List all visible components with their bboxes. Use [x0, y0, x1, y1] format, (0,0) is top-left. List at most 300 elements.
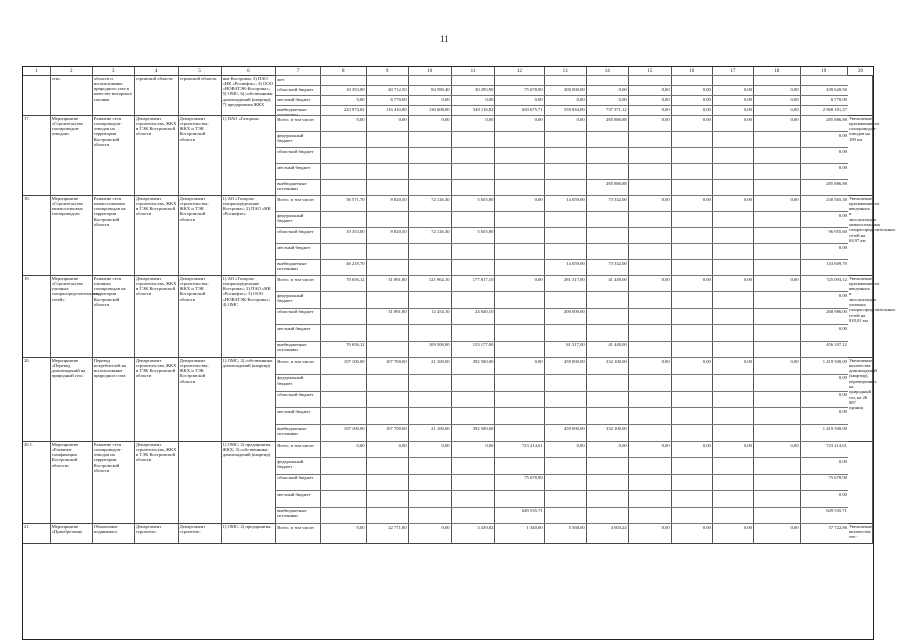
- header-cell: 16: [672, 67, 713, 75]
- funding-source-row: [276, 211, 848, 228]
- amount-cell: [754, 164, 801, 180]
- amount-cell: [321, 408, 367, 425]
- amount-cell: [713, 392, 754, 409]
- activity-name: Мероприятие «Перевод домовладений на природный газ»: [51, 357, 93, 441]
- amount-cell: [587, 132, 629, 148]
- amount-cell: 0,00: [754, 86, 801, 96]
- amount-cell: 0,00: [545, 442, 587, 458]
- funding-source-row: [276, 474, 848, 491]
- amount-cell: [672, 425, 713, 442]
- amount-cell: [452, 475, 496, 491]
- executor: Департамент строительства, ЖКХ и ТЭК Костромской области: [179, 275, 222, 357]
- amount-cell: 200 000,00: [545, 309, 587, 325]
- amount-cell: [367, 164, 409, 180]
- amount-cell: [495, 342, 544, 358]
- amount-cell: 0,00: [838, 212, 847, 218]
- amount-cell: 0,00: [672, 86, 713, 96]
- amount-cell: [321, 148, 367, 164]
- amount-cell: 107 700,00: [367, 358, 409, 375]
- amount-cell: 0,00: [409, 442, 452, 458]
- amount-cell: [452, 508, 496, 524]
- amount-cell: 650 675,71: [495, 106, 544, 116]
- amount-cell: [409, 244, 452, 260]
- amount-cell: [672, 408, 713, 425]
- amount-cell: 0,00: [754, 276, 801, 292]
- amount-cell: 75 678,90: [495, 475, 544, 491]
- amount-cell: [495, 292, 544, 308]
- header-cell: 20: [857, 68, 863, 74]
- amount-cell: 0,00: [754, 116, 801, 132]
- amount-cell: [545, 180, 587, 196]
- amount-cell: [754, 292, 801, 308]
- amount-cell: [672, 458, 713, 474]
- amount-cell: [587, 292, 629, 308]
- row-number: [23, 75, 51, 115]
- amount-cell: 0,00: [452, 96, 496, 106]
- amount-cell: [321, 458, 367, 474]
- amount-cell: 0,00: [838, 148, 847, 154]
- header-cell: 13: [545, 67, 587, 75]
- amount-cell: 3 439,82: [452, 524, 496, 544]
- amount-cell: 41 449,00: [587, 342, 629, 358]
- row-number: 17.: [23, 115, 51, 195]
- amount-cell: 24 640,10: [452, 309, 496, 325]
- amount-cell: [409, 260, 452, 276]
- funding-source: федеральный бюджет: [276, 458, 321, 474]
- participants: 1) ОМС; 2) собственники домовладений (квартир): [222, 357, 277, 441]
- amount-cell: [495, 375, 544, 392]
- amount-cell: 0,00: [629, 442, 672, 458]
- funding-source-row: [276, 507, 848, 524]
- amount-cell: 21 100,00: [409, 358, 452, 375]
- amount-cell: [452, 180, 496, 196]
- amount-cell: [495, 491, 544, 507]
- amount-cell: 6 770,00: [830, 96, 847, 102]
- amount-cell: [754, 342, 801, 358]
- amount-cell: [367, 408, 409, 425]
- funding-source-row: [276, 115, 848, 132]
- amount-cell: 0,00: [838, 458, 847, 464]
- amount-cell: 281 317,00: [545, 276, 587, 292]
- amount-cell: [629, 375, 672, 392]
- amount-cell: [452, 292, 496, 308]
- amount-cell: 0,00: [321, 116, 367, 132]
- amount-cell: [672, 342, 713, 358]
- amount-cell: [672, 260, 713, 276]
- amount-cell: 5 568,00: [545, 524, 587, 544]
- amount-cell: [587, 228, 629, 244]
- amount-cell: [629, 244, 672, 260]
- executor: Департамент строительства, ЖКХ и ТЭК Костромской области: [179, 357, 222, 441]
- funding-source: местный бюджет: [276, 325, 321, 341]
- amount-cell: [713, 260, 754, 276]
- amount-cell: 8 820,50: [367, 196, 409, 212]
- amount-cell: [321, 475, 367, 491]
- funding-source-row: [276, 490, 848, 507]
- amount-cell: 107 100,00: [321, 425, 367, 442]
- amount-cell: [754, 491, 801, 507]
- header-cell: 8: [321, 67, 367, 75]
- header-cell: 14: [587, 67, 629, 75]
- amount-cell: 70 656,12: [321, 342, 367, 358]
- funding-source: местный бюджет: [276, 96, 321, 106]
- amount-cell: 37 722,86: [828, 524, 847, 530]
- amount-cell: [452, 491, 496, 507]
- amount-cell: [495, 212, 544, 228]
- header-cell: 1: [23, 67, 51, 75]
- amount-cell: [754, 148, 801, 164]
- amount-cell: [452, 132, 496, 148]
- header-cell: 19: [801, 67, 848, 75]
- amount-cell: 22 771,80: [367, 524, 409, 544]
- amount-cell: 46 218,70: [321, 260, 367, 276]
- amount-cell: [754, 475, 801, 491]
- amount-cell: 0,00: [754, 358, 801, 375]
- expected-result: Увеличение количества домовладений (квартир), переведенных на природный газ, на 26 067 единиц: [848, 357, 873, 441]
- funding-source: Всего, в том числе:: [276, 442, 321, 458]
- funding-source: внебюджетные источники: [276, 508, 321, 524]
- table-row: [23, 523, 873, 544]
- amount-cell: [629, 228, 672, 244]
- amount-cell: [321, 491, 367, 507]
- amount-cell: [409, 408, 452, 425]
- amount-cell: 332 100,00: [587, 425, 629, 442]
- expected-result: Увеличение протяженности газопроводов-отводов на 109 км: [848, 115, 873, 195]
- amount-cell: 723 214,61: [495, 442, 544, 458]
- amount-cell: [672, 180, 713, 196]
- funding-source: внебюджетные источники: [276, 342, 321, 358]
- amount-cell: [495, 408, 544, 425]
- table-row: [23, 441, 873, 524]
- amount-cell: [409, 508, 452, 524]
- amount-cell: [754, 458, 801, 474]
- amount-cell: [587, 508, 629, 524]
- amount-cell: [545, 375, 587, 392]
- table-row: [23, 115, 879, 196]
- amount-cell: 0,00: [629, 96, 672, 106]
- amount-cell: [495, 180, 544, 196]
- amount-cell: [321, 375, 367, 392]
- amount-cell: [754, 244, 801, 260]
- amount-cell: [754, 325, 801, 341]
- amount-cell: 0,00: [672, 276, 713, 292]
- amount-cell: [587, 408, 629, 425]
- amount-cell: 0,00: [629, 106, 672, 116]
- amount-cell: 0,00: [838, 292, 847, 298]
- amount-cell: 0,00: [495, 96, 544, 106]
- funding-source-row: [276, 291, 848, 308]
- amount-cell: 0,00: [838, 491, 847, 497]
- amount-cell: [672, 508, 713, 524]
- funding-source: областной бюджет: [276, 86, 321, 96]
- amount-cell: [754, 309, 801, 325]
- amount-cell: [672, 164, 713, 180]
- funding-source-row: [276, 357, 848, 375]
- table-row: [23, 75, 873, 116]
- row-number: 18.: [23, 195, 51, 275]
- amount-cell: [713, 408, 754, 425]
- amount-cell: [367, 260, 409, 276]
- amount-cell: 0,00: [713, 442, 754, 458]
- amount-cell: 177 817,10: [452, 276, 496, 292]
- amount-cell: [367, 244, 409, 260]
- funding-source-row: [276, 195, 848, 212]
- amount-cell: 549 116,82: [452, 106, 496, 116]
- amount-cell: [545, 228, 587, 244]
- amount-cell: [672, 309, 713, 325]
- funding-source-row: [276, 259, 848, 276]
- amount-cell: [713, 325, 754, 341]
- funding-source: областной бюджет: [276, 148, 321, 164]
- activity-name: Мероприятие «Строительство уличных газораспределительных сетей»: [51, 275, 93, 357]
- amount-cell: 0,00: [629, 276, 672, 292]
- amount-cell: [409, 292, 452, 308]
- coordinator: стромской области: [135, 75, 179, 115]
- activity-purpose: Развитие сети газопроводов-отводов на территории Костромской области: [93, 441, 135, 523]
- amount-cell: [495, 325, 544, 341]
- amount-cell: [587, 212, 629, 228]
- amount-cell: 10 353,00: [321, 228, 367, 244]
- amount-cell: 649 535,71: [495, 508, 544, 524]
- activity-purpose: Развитие сети газопроводов-отводов на территории Костромской области: [93, 115, 135, 195]
- amount-cell: 0,00: [713, 116, 754, 132]
- amount-cell: 0,00: [838, 392, 847, 398]
- amount-cell: [495, 425, 544, 442]
- amount-cell: 1 419 500,00: [822, 358, 847, 364]
- amount-cell: [587, 244, 629, 260]
- amount-cell: [629, 212, 672, 228]
- amount-cell: 153 177,00: [452, 342, 496, 358]
- coordinator: Департамент строительства, ЖКХ и ТЭК Костромской области: [135, 357, 179, 441]
- amount-cell: [545, 458, 587, 474]
- amount-cell: [587, 325, 629, 341]
- amount-cell: 6 770,00: [367, 96, 409, 106]
- amount-cell: 5 655,80: [452, 228, 496, 244]
- amount-cell: 12 454,10: [409, 309, 452, 325]
- amount-cell: 459 000,00: [545, 358, 587, 375]
- amount-cell: [672, 475, 713, 491]
- funding-source-row: [276, 457, 848, 474]
- participants: 1) ПАО «Газпром»: [222, 115, 277, 195]
- expected-result: Увеличение количества тех-: [848, 523, 873, 543]
- amount-cell: [452, 148, 496, 164]
- amount-cell: 268 986,00: [826, 309, 847, 315]
- amount-cell: [629, 132, 672, 148]
- amount-cell: [452, 458, 496, 474]
- amount-cell: [713, 475, 754, 491]
- amount-cell: 0,00: [495, 196, 544, 212]
- amount-cell: 0,00: [409, 524, 452, 544]
- amount-cell: 0,00: [754, 442, 801, 458]
- amount-cell: 0,00: [321, 442, 367, 458]
- amount-cell: [321, 392, 367, 409]
- coordinator: Департамент строительства, ЖКХ и ТЭК Костромской области: [135, 441, 179, 523]
- funding-source: федеральный бюджет: [276, 132, 321, 148]
- amount-cell: [629, 342, 672, 358]
- amount-cell: [367, 180, 409, 196]
- amount-cell: [754, 375, 801, 392]
- funding-source: местный бюджет: [276, 408, 321, 425]
- amount-cell: 332 100,00: [587, 358, 629, 375]
- amount-cell: [629, 309, 672, 325]
- amount-cell: [409, 212, 452, 228]
- amount-cell: [754, 228, 801, 244]
- amount-cell: 0,00: [672, 116, 713, 132]
- amount-cell: [629, 148, 672, 164]
- amount-cell: 0,00: [545, 96, 587, 106]
- amount-cell: [409, 475, 452, 491]
- amount-cell: 0,00: [713, 524, 754, 544]
- funding-source: федеральный бюджет: [276, 212, 321, 228]
- amount-cell: [321, 164, 367, 180]
- activity-purpose: области и использование природного газа в качестве моторного топлива: [93, 75, 135, 115]
- amount-cell: [713, 508, 754, 524]
- funding-source: Всего, в том числе:: [276, 276, 321, 292]
- participants: 1) ОМС; 2) предприятия: [222, 523, 277, 543]
- amount-cell: [321, 508, 367, 524]
- amount-cell: 40 712,50: [367, 86, 409, 96]
- participants: 1) АО «Газпром газораспределение Кострома»; 2) ПАО «НК «Роснефть»: [222, 195, 277, 275]
- header-cell: 2: [51, 67, 93, 75]
- amount-cell: [367, 342, 409, 358]
- amount-cell: 0,00: [629, 196, 672, 212]
- amount-cell: 392 500,00: [452, 358, 496, 375]
- amount-cell: [409, 148, 452, 164]
- activity-purpose: Перевод потребителей на использование природного газа: [93, 357, 135, 441]
- amount-cell: [545, 164, 587, 180]
- header-cell: 11: [452, 67, 496, 75]
- funding-source-row: [276, 523, 848, 544]
- amount-cell: [321, 325, 367, 341]
- amount-cell: 285 886,88: [587, 180, 629, 196]
- amount-cell: 1 419 500,00: [822, 425, 847, 431]
- amount-cell: [495, 392, 544, 409]
- amount-cell: [629, 260, 672, 276]
- amount-cell: [713, 425, 754, 442]
- amount-cell: [713, 180, 754, 196]
- amount-cell: [452, 164, 496, 180]
- amount-cell: 0,00: [754, 524, 801, 544]
- funding-source-row: [276, 243, 848, 260]
- amount-cell: [495, 132, 544, 148]
- amount-cell: 0,00: [452, 442, 496, 458]
- amount-cell: 75 678,90: [828, 475, 847, 481]
- amount-cell: 107 100,00: [321, 358, 367, 375]
- amount-cell: [672, 228, 713, 244]
- amount-cell: [713, 148, 754, 164]
- funding-source-row: [276, 407, 848, 425]
- participants: 1) ОМС; 2) предприятия ЖКХ; 3) собственники домовладений (квартир): [222, 441, 277, 523]
- funding-source-row: [276, 341, 848, 358]
- amount-cell: [452, 375, 496, 392]
- header-cell: 6: [222, 67, 277, 75]
- amount-cell: 0,00: [713, 358, 754, 375]
- amount-cell: [629, 425, 672, 442]
- amount-cell: 0,00: [587, 86, 629, 96]
- coordinator: Департамент строительства, ЖКХ и ТЭК Костромской области: [135, 115, 179, 195]
- amount-cell: 75 678,90: [495, 86, 544, 96]
- amount-cell: 116 410,80: [367, 106, 409, 116]
- header-cell: 4: [135, 67, 179, 75]
- amount-cell: 0,00: [838, 164, 847, 170]
- amount-cell: 0,00: [672, 96, 713, 106]
- amount-cell: [713, 458, 754, 474]
- amount-cell: [587, 148, 629, 164]
- amount-cell: [545, 132, 587, 148]
- amount-cell: 0,00: [629, 358, 672, 375]
- amount-cell: 392 500,00: [452, 425, 496, 442]
- table-row: [23, 275, 896, 358]
- amount-cell: [754, 408, 801, 425]
- amount-cell: 0,00: [672, 442, 713, 458]
- amount-cell: 0,00: [629, 524, 672, 544]
- funding-source: областной бюджет: [276, 228, 321, 244]
- amount-cell: 107 700,00: [367, 425, 409, 442]
- amount-cell: [629, 325, 672, 341]
- amount-cell: 0,00: [838, 132, 847, 138]
- amount-cell: [754, 180, 801, 196]
- amount-cell: 0,00: [629, 116, 672, 132]
- funding-source: внебюджетные источники: [276, 260, 321, 276]
- amount-cell: [587, 164, 629, 180]
- amount-cell: 0,00: [495, 116, 544, 132]
- header-cell: 7: [276, 67, 321, 75]
- amount-cell: [545, 244, 587, 260]
- amount-cell: [452, 260, 496, 276]
- amount-cell: 14 059,00: [545, 260, 587, 276]
- amount-cell: 1 340,00: [495, 524, 544, 544]
- amount-cell: [713, 212, 754, 228]
- amount-cell: 10 353,00: [321, 86, 367, 96]
- amount-cell: 0,00: [409, 96, 452, 106]
- header-cell: 17: [713, 67, 754, 75]
- amount-cell: [495, 148, 544, 164]
- funding-source: внебюджетные источники: [276, 106, 321, 116]
- amount-cell: [367, 392, 409, 409]
- amount-cell: 5 655,80: [452, 196, 496, 212]
- amount-cell: 21 100,00: [409, 425, 452, 442]
- amount-cell: 725 093,12: [826, 276, 847, 282]
- amount-cell: 0,00: [754, 196, 801, 212]
- amount-cell: [545, 392, 587, 409]
- amount-cell: [495, 164, 544, 180]
- amount-cell: 72 126,30: [409, 196, 452, 212]
- amount-cell: [713, 309, 754, 325]
- amount-cell: [452, 212, 496, 228]
- amount-cell: [367, 292, 409, 308]
- amount-cell: [629, 164, 672, 180]
- amount-cell: [321, 309, 367, 325]
- amount-cell: [545, 212, 587, 228]
- amount-cell: [629, 180, 672, 196]
- amount-cell: 0,00: [838, 408, 847, 414]
- expected-result: [848, 75, 873, 115]
- amount-cell: [754, 392, 801, 409]
- participants: ние Костромы; 3) ПАО «НК «Роснефть»; 4) ООО «НОВАТЭК-Кострома»; 5) ОМС; 6) собственники домовладений (квартир); 7) предприятия ЖКХ: [222, 75, 277, 115]
- funding-source: внебюджетные источники: [276, 425, 321, 442]
- amount-cell: 0,00: [672, 524, 713, 544]
- amount-cell: 4 603,24: [587, 524, 629, 544]
- amount-cell: 0,00: [321, 96, 367, 106]
- amount-cell: [409, 491, 452, 507]
- amount-cell: [452, 325, 496, 341]
- amount-cell: 0,00: [713, 276, 754, 292]
- amount-cell: [754, 425, 801, 442]
- amount-cell: [713, 244, 754, 260]
- amount-cell: [321, 212, 367, 228]
- amount-cell: [672, 244, 713, 260]
- amount-cell: [672, 375, 713, 392]
